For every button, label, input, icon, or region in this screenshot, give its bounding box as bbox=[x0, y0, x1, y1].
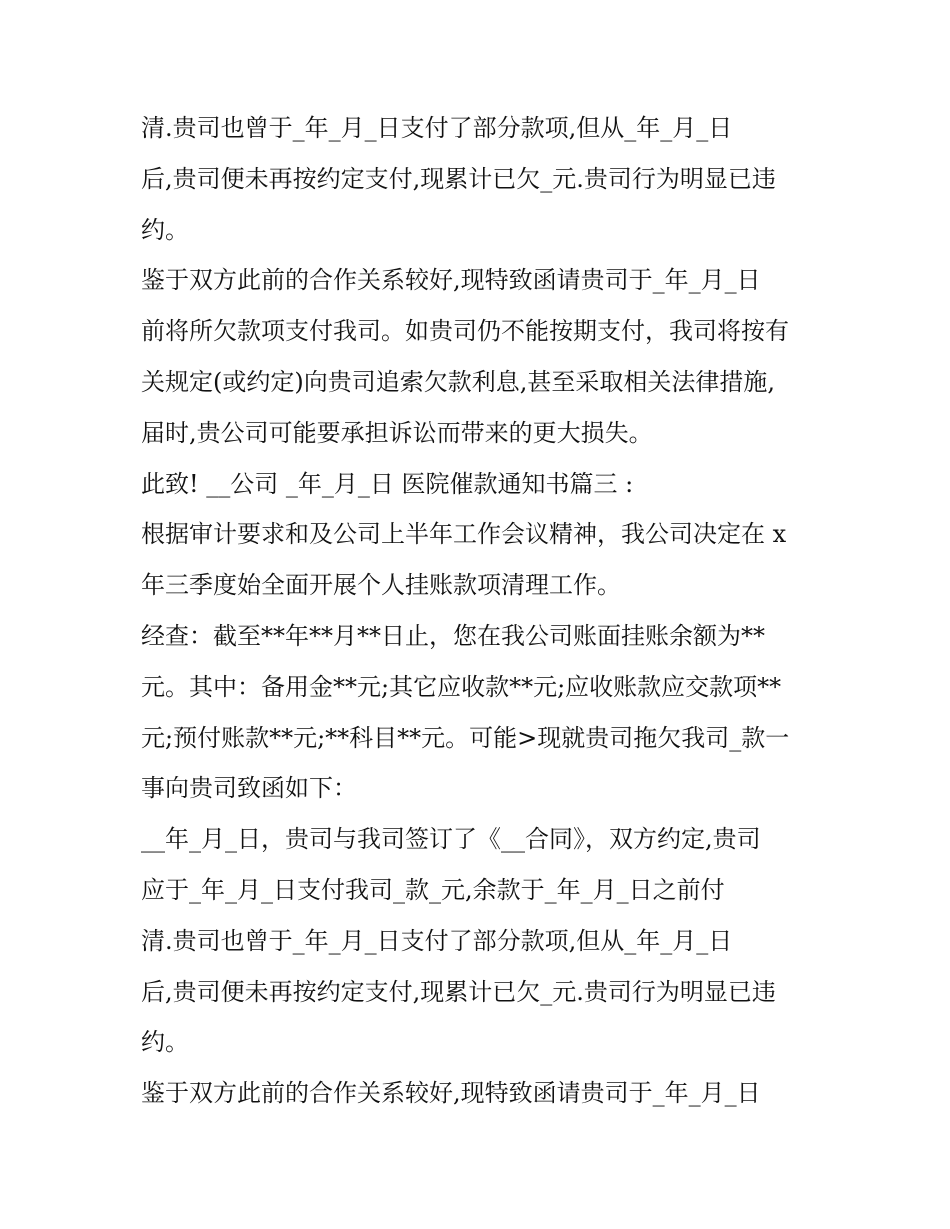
text-line: 前将所欠款项支付我司。如贵司仍不能按期支付，我司将按有 bbox=[141, 317, 789, 346]
text-line: 元。其中：备用金**元;其它应收款**元;应收账款应交款项** bbox=[141, 672, 782, 701]
text-line: 事向贵司致函如下： bbox=[141, 774, 357, 803]
text-line: 鉴于双方此前的合作关系较好,现特致函请贵司于_年_月_日 bbox=[141, 266, 761, 295]
text-line: 清.贵司也曾于_年_月_日支付了部分款项,但从_年_月_日 bbox=[141, 114, 733, 142]
text-line: 后,贵司便未再按约定支付,现累计已欠_元.贵司行为明显已违 bbox=[141, 164, 776, 193]
text-line: 后,贵司便未再按约定支付,现累计已欠_元.贵司行为明显已违 bbox=[141, 977, 776, 1006]
text-line: 经查：截至**年**月**日止，您在我公司账面挂账余额为** bbox=[141, 621, 765, 650]
text-line: 约。 bbox=[141, 215, 189, 244]
text-line: 清.贵司也曾于_年_月_日支付了部分款项,但从_年_月_日 bbox=[141, 926, 733, 955]
text-line: 元;预付账款**元;**科目**元。可能>现就贵司拖欠我司_款一 bbox=[141, 723, 790, 752]
document-body bbox=[141, 103, 821, 1119]
text-line: 此致! __公司 _年_月_日 医院催款通知书篇三 : bbox=[141, 469, 634, 498]
text-line: 约。 bbox=[141, 1028, 189, 1057]
text-line: __年_月_日，贵司与我司签订了《__合同》，双方约定,贵司 bbox=[141, 825, 761, 854]
text-line: 应于_年_月_日支付我司_款_元,余款于_年_月_日之前付 bbox=[141, 875, 725, 904]
text-line: 鉴于双方此前的合作关系较好,现特致函请贵司于_年_月_日 bbox=[141, 1079, 761, 1108]
text-line: 年三季度始全面开展个人挂账款项清理工作。 bbox=[141, 571, 621, 600]
text-line: 届时,贵公司可能要承担诉讼而带来的更大损失。 bbox=[141, 418, 653, 447]
text-line: 关规定(或约定)向贵司追索欠款利息,甚至采取相关法律措施, bbox=[141, 367, 775, 396]
text-line: 根据审计要求和及公司上半年工作会议精神，我公司决定在 x bbox=[141, 520, 787, 549]
